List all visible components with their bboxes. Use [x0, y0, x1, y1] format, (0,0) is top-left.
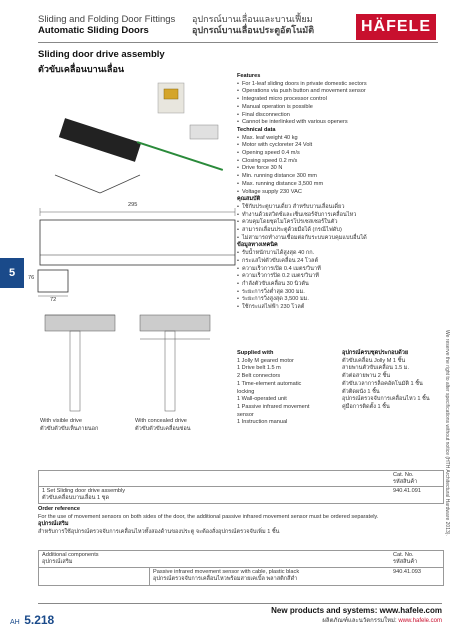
- features-heading: Features: [237, 73, 261, 79]
- additional-row-en: Passive infrared movement sensor with cable, plastic black: [153, 569, 300, 575]
- supplied-item: 1 Instruction manual: [237, 419, 288, 426]
- supplied-item: 1 Drive belt 1.5 m: [237, 365, 281, 372]
- header-title-line1: Sliding and Folding Door Fittings: [38, 14, 176, 25]
- additional-label: Additional components: [42, 552, 99, 558]
- supplied-heading: Supplied with: [237, 350, 274, 356]
- supplied-th-item: ตัวต่อสายพาน 2 ชิ้น: [342, 373, 391, 380]
- feature-item: • For 1-leaf sliding doors in private domestic sectors: [237, 81, 442, 89]
- additional-cat-header: [393, 552, 439, 566]
- tech-item: • Opening speed 0.4 m/s: [237, 150, 442, 158]
- supplied-th-block: [342, 350, 442, 412]
- th-feature-item: • ทำงานด้วยสวิตช์และเซ็นเซอร์จับการเคลื่อนไหว: [237, 212, 442, 220]
- visible-drive-en: With visible drive: [40, 418, 82, 424]
- additional-table: [38, 550, 444, 586]
- supplied-item: 1 Passive infrared movement: [237, 403, 310, 410]
- order-row-th: ตัวขับเคลื่อนบานเลื่อน 1 ชุด: [42, 495, 110, 501]
- order-table: [38, 470, 444, 504]
- supplied-th-item: อุปกรณ์ตรวจจับการเคลื่อนไหว 1 ชิ้น: [342, 396, 430, 403]
- visible-drive-caption: [40, 418, 98, 433]
- th-features-heading: คุณสมบัติ: [237, 196, 261, 203]
- additional-cat-label: Cat. No.: [393, 552, 414, 558]
- concealed-drive-caption: [135, 418, 191, 433]
- order-row-desc: [42, 488, 125, 502]
- feature-item: • Cannot be interlinked with various openers: [237, 119, 442, 127]
- push-button: [164, 89, 178, 99]
- th-tech-item: • กระแสไฟตัวขับเคลื่อน 24 โวลต์: [237, 258, 442, 266]
- order-cat-label: Cat. No.: [393, 472, 414, 478]
- header-title-line2: Automatic Sliding Doors: [38, 25, 149, 36]
- visible-drive-th: ตัวขับตัวขับเห็นภายนอก: [40, 425, 99, 432]
- supplied-th-item: ตัวขับเวลาการล็อคอัตโนมัติ 1 ชิ้น: [342, 380, 423, 387]
- technical-drawing: [30, 200, 240, 275]
- footer-th-url[interactable]: www.hafele.com: [398, 618, 442, 624]
- th-feature-item: • ควบคุมโดยชุดไมโครโปรเซสเซอร์ในตัว: [237, 219, 442, 227]
- page-number: [10, 611, 54, 629]
- feature-item: • Final disconnection: [237, 112, 442, 120]
- concealed-drive-drawing: [135, 305, 215, 415]
- dim-width: 72: [50, 297, 57, 303]
- concealed-drive-th: ตัวขับตัวขับเคลื่อนซ่อน: [135, 425, 191, 432]
- supplied-th-heading: อุปกรณ์ครบชุดประกอบด้วย: [342, 350, 409, 356]
- header-title-th: [192, 14, 342, 36]
- order-ref-heading: Order reference: [38, 506, 80, 512]
- supplied-item: 1 Wall-operated unit: [237, 396, 287, 403]
- th-feature-item: • สามารถเลื่อนประตูด้วยมือได้ (กรณีไฟดับ): [237, 227, 442, 235]
- order-ref-th-text: สำหรับการใช้อุปกรณ์ตรวจจับการเคลื่อนไหวทั้งสองด้านของประตู จะต้องสั่งอุปกรณ์ตรวจจับเพิ่ม 1 ชิ้น: [38, 529, 280, 536]
- feature-item: • Operations via push button and movement sensor: [237, 88, 442, 96]
- feature-item: • Integrated micro processor control: [237, 96, 442, 104]
- concealed-drive-en: With concealed drive: [135, 418, 187, 424]
- header-th-line1: อุปกรณ์บานเลื่อนและบานเฟี้ยม: [192, 14, 313, 24]
- tech-item: • Voltage supply 230 VAC: [237, 189, 442, 197]
- header-th-line2: อุปกรณ์บานเลื่อนประตูอัตโนมัติ: [192, 25, 315, 35]
- th-tech-item: • ความเร็วการปิด 0.2 เมตร/วินาที: [237, 273, 442, 281]
- page-value: 5.218: [24, 613, 55, 627]
- features-block: [237, 73, 442, 312]
- th-tech-heading: ข้อมูลทางเทคนิค: [237, 242, 278, 249]
- dim-length: 295: [128, 202, 138, 208]
- supplied-block: [237, 350, 337, 427]
- side-note: We reserve the right to alter specifications without notice (HTH Architectural Hardware 2013).: [444, 330, 450, 536]
- tech-item: • Min. running distance 300 mm: [237, 173, 442, 181]
- tech-item: • Closing speed 0.2 m/s: [237, 158, 442, 166]
- supplied-th-item: ตัวติดผนัง 1 ชิ้น: [342, 388, 380, 395]
- th-tech-item: • ความเร็วการเปิด 0.4 เมตร/วินาที: [237, 266, 442, 274]
- header-title: [38, 14, 188, 36]
- additional-cat-label-th: รหัสสินค้า: [393, 559, 418, 565]
- order-cat-header: [393, 472, 439, 486]
- additional-row-cat: 940.41.093: [393, 569, 421, 575]
- additional-row-th: อุปกรณ์ตรวจจับการเคลื่อนไหวพร้อมสายเคเบิ้ล พลาสติกสีดำ: [153, 576, 298, 582]
- additional-col-line: [149, 567, 150, 585]
- section-title-th: ตัวขับเคลื่อนบานเลื่อน: [38, 64, 125, 74]
- th-feature-item: • ไม่สามารถทำงานเชื่อมต่อกับระบบควบคุมแบบอื่นได้: [237, 235, 442, 243]
- order-cat-label-th: รหัสสินค้า: [393, 479, 418, 485]
- feature-item: • Manual operation is possible: [237, 104, 442, 112]
- footer-en: New products and systems: www.hafele.com: [271, 606, 442, 615]
- sensor: [190, 125, 218, 139]
- order-ref-text: For the use of movement sensors on both sides of the door, the additional passive infrared movement sensor must be ordered separately.: [38, 513, 379, 520]
- order-row-en: 1 Set Sliding door drive assembly: [42, 488, 126, 494]
- supplied-item: locking: [237, 388, 255, 395]
- additional-label-th: อุปกรณ์เสริม: [42, 559, 73, 565]
- tech-item: • Max. leaf weight 40 kg: [237, 135, 442, 143]
- th-tech-item: • ระยะการวิ่งสูงสุด 3,500 มม.: [237, 296, 442, 304]
- additional-row-desc: [153, 569, 299, 583]
- dim-height: 76: [28, 275, 35, 281]
- motor-unit: [59, 118, 141, 162]
- th-feature-item: • ใช้กับประตูบานเดี่ยว สำหรับบานเลื่อนเดี่ยว: [237, 204, 442, 212]
- product-illustration: [40, 75, 230, 205]
- supplied-item: sensor: [237, 411, 254, 418]
- header-rule: [38, 42, 438, 43]
- footer-th-prefix: ผลิตภัณฑ์และนวัตกรรมใหม่:: [322, 618, 399, 624]
- th-tech-item: • กำลังตัวขับเคลื่อน 30 นิวตัน: [237, 281, 442, 289]
- visible-drive-drawing: [40, 305, 120, 415]
- supplied-item: 2 Belt connectors: [237, 373, 281, 380]
- th-tech-item: • ระยะการวิ่งต่ำสุด 300 มม.: [237, 289, 442, 297]
- order-row-line: [39, 486, 443, 487]
- additional-label-cell: [42, 552, 99, 566]
- drive-housing: [40, 220, 235, 265]
- order-reference: [38, 506, 442, 537]
- page-prefix: AH: [10, 619, 20, 626]
- supplied-th-item: คู่มือการติดตั้ง 1 ชิ้น: [342, 403, 390, 410]
- order-row-cat: 940.41.091: [393, 488, 421, 494]
- footer-rule: [38, 603, 442, 604]
- order-ref-th-heading: อุปกรณ์เสริม: [38, 521, 69, 528]
- supplied-th-item: ตัวขับเคลื่อน Jolly M 1 ชิ้น: [342, 357, 406, 364]
- th-tech-item: • รับน้ำหนักบานได้สูงสุด 40 กก.: [237, 250, 442, 258]
- tech-item: • Drive force 30 N: [237, 165, 442, 173]
- tech-item: • Max. running distance 3,500 mm: [237, 181, 442, 189]
- hafele-logo: HÄFELE: [356, 14, 436, 40]
- supplied-item: 1 Jolly M geared motor: [237, 357, 294, 364]
- section-title: Sliding door drive assembly: [38, 49, 165, 60]
- supplied-item: 1 Time-element automatic: [237, 380, 302, 387]
- side-drawing: [30, 268, 75, 300]
- footer-th: [271, 615, 442, 625]
- tech-heading: Technical data: [237, 126, 276, 133]
- additional-row-line: [39, 567, 443, 568]
- supplied-th-item: สายพานตัวขับเคลื่อน 1.5 ม.: [342, 365, 410, 372]
- chapter-tab: 5: [0, 258, 24, 288]
- footer-text: [271, 606, 442, 625]
- belt: [137, 141, 223, 171]
- tech-item: • Motor with cycloreter 24 Volt: [237, 142, 442, 150]
- th-tech-item: • ใช้กระแสไฟฟ้า 230 โวลต์: [237, 304, 442, 312]
